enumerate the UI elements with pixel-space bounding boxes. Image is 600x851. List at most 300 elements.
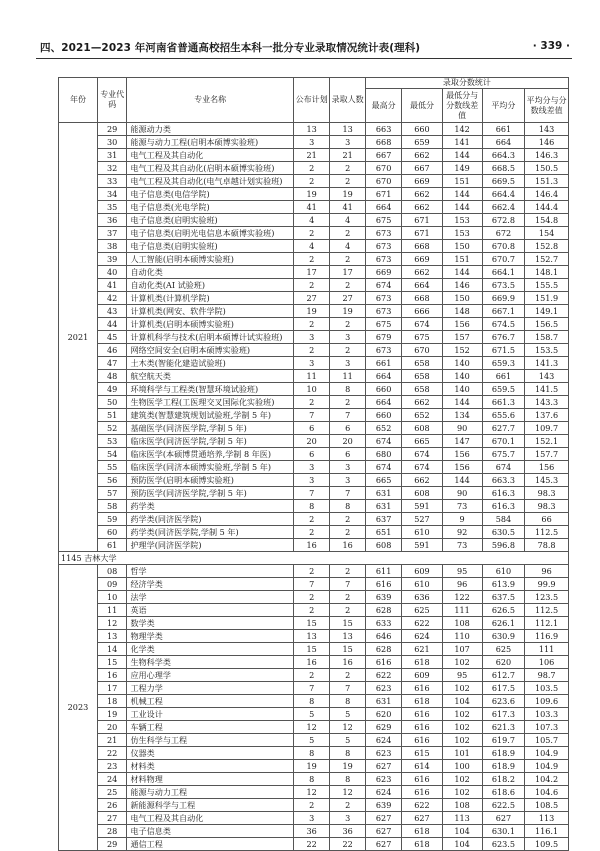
min-diff-cell: 134: [442, 409, 482, 422]
code-cell: 08: [97, 565, 127, 578]
avg-diff-cell: 152.1: [525, 435, 569, 448]
max-cell: 679: [365, 331, 402, 344]
min-cell: 671: [402, 227, 442, 240]
avg-diff-cell: 141.3: [525, 357, 569, 370]
admitted-cell: 2: [330, 318, 365, 331]
admitted-cell: 7: [330, 487, 365, 500]
min-cell: 665: [402, 435, 442, 448]
code-cell: 52: [97, 422, 127, 435]
avg-cell: 630.1: [482, 825, 524, 838]
avg-diff-cell: 157.7: [525, 448, 569, 461]
avg-cell: 596.8: [482, 539, 524, 552]
avg-diff-cell: 106: [525, 656, 569, 669]
admitted-cell: 19: [330, 188, 365, 201]
admitted-cell: 21: [330, 149, 365, 162]
plan-cell: 19: [293, 305, 330, 318]
page-number: · 339 ·: [532, 40, 570, 52]
avg-cell: 584: [482, 513, 524, 526]
avg-diff-cell: 143: [525, 370, 569, 383]
admitted-cell: 8: [330, 695, 365, 708]
plan-cell: 2: [293, 344, 330, 357]
major-name-cell: 能源与动力工程(启明本硕博实验班): [127, 136, 293, 149]
code-cell: 25: [97, 786, 127, 799]
avg-diff-cell: 144.4: [525, 201, 569, 214]
avg-cell: 672.8: [482, 214, 524, 227]
year-cell: 2021: [59, 123, 98, 552]
table-row: [59, 682, 569, 695]
max-cell: 637: [365, 513, 402, 526]
min-cell: 618: [402, 825, 442, 838]
min-cell: 609: [402, 565, 442, 578]
admitted-cell: 8: [330, 747, 365, 760]
min-cell: 618: [402, 695, 442, 708]
code-cell: 46: [97, 344, 127, 357]
max-cell: 639: [365, 591, 402, 604]
avg-diff-cell: 112.5: [525, 604, 569, 617]
max-cell: 623: [365, 773, 402, 786]
min-cell: 667: [402, 162, 442, 175]
major-name-cell: 数学类: [127, 617, 293, 630]
admitted-cell: 2: [330, 227, 365, 240]
min-cell: 658: [402, 383, 442, 396]
avg-diff-cell: 111: [525, 643, 569, 656]
min-cell: 627: [402, 812, 442, 825]
table-row: [59, 656, 569, 669]
avg-cell: 659.5: [482, 383, 524, 396]
max-cell: 623: [365, 747, 402, 760]
avg-diff-cell: 141.5: [525, 383, 569, 396]
admitted-cell: 8: [330, 500, 365, 513]
admitted-cell: 2: [330, 396, 365, 409]
code-cell: 45: [97, 331, 127, 344]
plan-cell: 2: [293, 513, 330, 526]
plan-cell: 12: [293, 721, 330, 734]
admitted-cell: 5: [330, 734, 365, 747]
plan-cell: 5: [293, 708, 330, 721]
max-cell: 646: [365, 630, 402, 643]
avg-cell: 674.5: [482, 318, 524, 331]
avg-cell: 667.1: [482, 305, 524, 318]
avg-diff-cell: 137.6: [525, 409, 569, 422]
avg-cell: 623.6: [482, 695, 524, 708]
avg-cell: 621.3: [482, 721, 524, 734]
plan-cell: 19: [293, 188, 330, 201]
max-cell: 670: [365, 162, 402, 175]
code-cell: 43: [97, 305, 127, 318]
avg-diff-cell: 98.3: [525, 500, 569, 513]
min-cell: 662: [402, 396, 442, 409]
max-cell: 673: [365, 253, 402, 266]
avg-cell: 659.3: [482, 357, 524, 370]
avg-cell: 661: [482, 370, 524, 383]
avg-diff-cell: 113: [525, 812, 569, 825]
major-name-cell: 护理学(同济医学院): [127, 539, 293, 552]
code-cell: 57: [97, 487, 127, 500]
avg-diff-cell: 112.1: [525, 617, 569, 630]
max-cell: 631: [365, 500, 402, 513]
max-cell: 616: [365, 656, 402, 669]
avg-cell: 661.3: [482, 396, 524, 409]
school-heading: 1145 吉林大学: [59, 552, 569, 565]
major-name-cell: 电气工程及其自动化(电气卓越计划实验班): [127, 175, 293, 188]
col-code: 专业代码: [97, 78, 127, 123]
major-name-cell: 临床医学(本硕博贯通培养,学制 8 年医): [127, 448, 293, 461]
max-cell: 620: [365, 708, 402, 721]
table-row: [59, 279, 569, 292]
plan-cell: 3: [293, 331, 330, 344]
code-cell: 24: [97, 773, 127, 786]
plan-cell: 2: [293, 279, 330, 292]
table-row: [59, 201, 569, 214]
code-cell: 53: [97, 435, 127, 448]
avg-cell: 663.3: [482, 474, 524, 487]
min-diff-cell: 107: [442, 643, 482, 656]
min-diff-cell: 102: [442, 786, 482, 799]
min-diff-cell: 111: [442, 604, 482, 617]
avg-cell: 672: [482, 227, 524, 240]
admitted-cell: 22: [330, 838, 365, 851]
avg-cell: 661: [482, 123, 524, 136]
min-cell: 675: [402, 331, 442, 344]
min-diff-cell: 73: [442, 539, 482, 552]
major-name-cell: 网络空间安全(启明本硕博实验班): [127, 344, 293, 357]
col-plan: 公布计划: [293, 78, 330, 123]
min-diff-cell: 95: [442, 669, 482, 682]
max-cell: 674: [365, 279, 402, 292]
major-name-cell: 电子信息类(电信学院): [127, 188, 293, 201]
avg-diff-cell: 146.4: [525, 188, 569, 201]
min-diff-cell: 144: [442, 188, 482, 201]
min-diff-cell: 140: [442, 357, 482, 370]
max-cell: 671: [365, 188, 402, 201]
min-diff-cell: 153: [442, 227, 482, 240]
major-name-cell: 电气工程及其自动化: [127, 149, 293, 162]
admitted-cell: 7: [330, 409, 365, 422]
avg-diff-cell: 153.5: [525, 344, 569, 357]
code-cell: 60: [97, 526, 127, 539]
avg-cell: 617.3: [482, 708, 524, 721]
admitted-cell: 12: [330, 721, 365, 734]
min-diff-cell: 151: [442, 253, 482, 266]
admitted-cell: 3: [330, 474, 365, 487]
min-diff-cell: 147: [442, 435, 482, 448]
col-admitted: 录取人数: [330, 78, 365, 123]
avg-diff-cell: 104.9: [525, 747, 569, 760]
avg-diff-cell: 78.8: [525, 539, 569, 552]
max-cell: 664: [365, 370, 402, 383]
max-cell: 623: [365, 682, 402, 695]
avg-cell: 630.5: [482, 526, 524, 539]
min-diff-cell: 104: [442, 695, 482, 708]
admitted-cell: 2: [330, 604, 365, 617]
code-cell: 59: [97, 513, 127, 526]
major-name-cell: 计算机科学与技术(启明本硕博计试实验班): [127, 331, 293, 344]
avg-cell: 616.3: [482, 500, 524, 513]
admitted-cell: 16: [330, 539, 365, 552]
admitted-cell: 13: [330, 630, 365, 643]
min-cell: 669: [402, 175, 442, 188]
min-diff-cell: 148: [442, 305, 482, 318]
max-cell: 627: [365, 825, 402, 838]
admitted-cell: 3: [330, 461, 365, 474]
avg-diff-cell: 152.8: [525, 240, 569, 253]
min-diff-cell: 122: [442, 591, 482, 604]
avg-cell: 620: [482, 656, 524, 669]
code-cell: 49: [97, 383, 127, 396]
table-row: [59, 760, 569, 773]
table-row: [59, 513, 569, 526]
major-name-cell: 化学类: [127, 643, 293, 656]
plan-cell: 7: [293, 682, 330, 695]
major-name-cell: 仿生科学与工程: [127, 734, 293, 747]
max-cell: 622: [365, 669, 402, 682]
avg-cell: 618.6: [482, 786, 524, 799]
plan-cell: 21: [293, 149, 330, 162]
avg-cell: 627.7: [482, 422, 524, 435]
table-row: [59, 344, 569, 357]
avg-diff-cell: 143: [525, 123, 569, 136]
admitted-cell: 41: [330, 201, 365, 214]
max-cell: 675: [365, 318, 402, 331]
admitted-cell: 27: [330, 292, 365, 305]
major-name-cell: 航空航天类: [127, 370, 293, 383]
code-cell: 26: [97, 799, 127, 812]
table-row: [59, 773, 569, 786]
avg-cell: 674: [482, 461, 524, 474]
admitted-cell: 3: [330, 136, 365, 149]
min-cell: 616: [402, 721, 442, 734]
plan-cell: 2: [293, 565, 330, 578]
avg-diff-cell: 116.9: [525, 630, 569, 643]
avg-diff-cell: 158.7: [525, 331, 569, 344]
min-cell: 625: [402, 604, 442, 617]
plan-cell: 16: [293, 539, 330, 552]
min-cell: 674: [402, 448, 442, 461]
avg-cell: 669.5: [482, 175, 524, 188]
min-cell: 662: [402, 474, 442, 487]
table-row: [59, 578, 569, 591]
min-diff-cell: 90: [442, 422, 482, 435]
table-row: [59, 669, 569, 682]
col-avg-diff: 平均分与分数线差值: [525, 89, 569, 123]
admitted-cell: 12: [330, 786, 365, 799]
avg-cell: 612.7: [482, 669, 524, 682]
avg-diff-cell: 109.5: [525, 838, 569, 851]
max-cell: 660: [365, 409, 402, 422]
plan-cell: 7: [293, 409, 330, 422]
major-name-cell: 机械工程: [127, 695, 293, 708]
plan-cell: 3: [293, 474, 330, 487]
avg-cell: 637.5: [482, 591, 524, 604]
avg-diff-cell: 151.3: [525, 175, 569, 188]
min-diff-cell: 140: [442, 383, 482, 396]
major-name-cell: 仪器类: [127, 747, 293, 760]
min-diff-cell: 153: [442, 214, 482, 227]
max-cell: 627: [365, 838, 402, 851]
table-row: [59, 318, 569, 331]
max-cell: 680: [365, 448, 402, 461]
major-name-cell: 英语: [127, 604, 293, 617]
max-cell: 673: [365, 344, 402, 357]
col-min-diff: 最低分与分数线差值: [442, 89, 482, 123]
table-row: [59, 422, 569, 435]
code-cell: 39: [97, 253, 127, 266]
max-cell: 624: [365, 786, 402, 799]
avg-cell: 623.5: [482, 838, 524, 851]
avg-cell: 664.3: [482, 149, 524, 162]
min-diff-cell: 92: [442, 526, 482, 539]
min-cell: 674: [402, 461, 442, 474]
plan-cell: 6: [293, 448, 330, 461]
section-2023: [59, 565, 569, 851]
max-cell: 627: [365, 812, 402, 825]
plan-cell: 19: [293, 760, 330, 773]
major-name-cell: 生物科学类: [127, 656, 293, 669]
table-row: [59, 383, 569, 396]
table-row: [59, 123, 569, 136]
avg-cell: 627: [482, 812, 524, 825]
plan-cell: 16: [293, 656, 330, 669]
avg-diff-cell: 146.3: [525, 149, 569, 162]
max-cell: 652: [365, 422, 402, 435]
min-cell: 527: [402, 513, 442, 526]
avg-diff-cell: 99.9: [525, 578, 569, 591]
code-cell: 10: [97, 591, 127, 604]
min-diff-cell: 102: [442, 721, 482, 734]
avg-cell: 618.2: [482, 773, 524, 786]
admitted-cell: 2: [330, 253, 365, 266]
admitted-cell: 3: [330, 357, 365, 370]
plan-cell: 8: [293, 500, 330, 513]
max-cell: 663: [365, 123, 402, 136]
table-row: [59, 240, 569, 253]
table-row: [59, 799, 569, 812]
min-cell: 671: [402, 214, 442, 227]
major-name-cell: 能源动力类: [127, 123, 293, 136]
max-cell: 631: [365, 487, 402, 500]
table-row: [59, 409, 569, 422]
min-diff-cell: 144: [442, 396, 482, 409]
avg-cell: 618.9: [482, 760, 524, 773]
major-name-cell: 哲学: [127, 565, 293, 578]
admitted-cell: 19: [330, 305, 365, 318]
max-cell: 639: [365, 799, 402, 812]
plan-cell: 15: [293, 617, 330, 630]
major-name-cell: 材料物理: [127, 773, 293, 786]
max-cell: 668: [365, 136, 402, 149]
min-cell: 669: [402, 253, 442, 266]
major-name-cell: 生物医学工程(工医理交叉国际化实验班): [127, 396, 293, 409]
admitted-cell: 15: [330, 643, 365, 656]
min-diff-cell: 9: [442, 513, 482, 526]
table-row: [59, 188, 569, 201]
min-diff-cell: 102: [442, 682, 482, 695]
max-cell: 669: [365, 266, 402, 279]
min-cell: 662: [402, 188, 442, 201]
max-cell: 611: [365, 565, 402, 578]
code-cell: 31: [97, 149, 127, 162]
min-cell: 616: [402, 708, 442, 721]
plan-cell: 8: [293, 695, 330, 708]
table-row: [59, 175, 569, 188]
min-cell: 618: [402, 838, 442, 851]
admitted-cell: 19: [330, 760, 365, 773]
avg-diff-cell: 103.3: [525, 708, 569, 721]
max-cell: 665: [365, 474, 402, 487]
max-cell: 664: [365, 201, 402, 214]
major-name-cell: 土木类(智能化建造试验班): [127, 357, 293, 370]
admitted-cell: 2: [330, 799, 365, 812]
avg-cell: 675.7: [482, 448, 524, 461]
admitted-cell: 4: [330, 214, 365, 227]
avg-cell: 671.5: [482, 344, 524, 357]
col-year: 年份: [59, 78, 98, 123]
min-diff-cell: 157: [442, 331, 482, 344]
avg-diff-cell: 96: [525, 565, 569, 578]
min-cell: 610: [402, 526, 442, 539]
min-diff-cell: 140: [442, 370, 482, 383]
avg-cell: 613.9: [482, 578, 524, 591]
admitted-cell: 6: [330, 448, 365, 461]
admitted-cell: 4: [330, 240, 365, 253]
avg-diff-cell: 156.5: [525, 318, 569, 331]
admitted-cell: 8: [330, 773, 365, 786]
major-name-cell: 临床医学(同济本硕博实验班,学制 5 年): [127, 461, 293, 474]
avg-diff-cell: 154: [525, 227, 569, 240]
col-avg: 平均分: [482, 89, 524, 123]
major-name-cell: 电子信息类(启明实验班): [127, 214, 293, 227]
max-cell: 675: [365, 214, 402, 227]
code-cell: 35: [97, 201, 127, 214]
min-cell: 668: [402, 240, 442, 253]
avg-cell: 673.5: [482, 279, 524, 292]
max-cell: 661: [365, 357, 402, 370]
table-row: [59, 721, 569, 734]
avg-diff-cell: 105.7: [525, 734, 569, 747]
major-name-cell: 计算机类(计算机学院): [127, 292, 293, 305]
avg-cell: 630.9: [482, 630, 524, 643]
code-cell: 42: [97, 292, 127, 305]
code-cell: 22: [97, 747, 127, 760]
table-row: [59, 591, 569, 604]
min-cell: 662: [402, 266, 442, 279]
admitted-cell: 15: [330, 617, 365, 630]
table-row: [59, 357, 569, 370]
table-row: [59, 539, 569, 552]
code-cell: 19: [97, 708, 127, 721]
table-row: [59, 838, 569, 851]
avg-cell: 668.5: [482, 162, 524, 175]
table-row: [59, 266, 569, 279]
min-diff-cell: 102: [442, 734, 482, 747]
min-diff-cell: 156: [442, 318, 482, 331]
avg-diff-cell: 149.1: [525, 305, 569, 318]
avg-cell: 617.5: [482, 682, 524, 695]
min-diff-cell: 152: [442, 344, 482, 357]
code-cell: 33: [97, 175, 127, 188]
avg-diff-cell: 104.9: [525, 760, 569, 773]
avg-cell: 664.4: [482, 188, 524, 201]
code-cell: 58: [97, 500, 127, 513]
avg-diff-cell: 116.1: [525, 825, 569, 838]
major-name-cell: 计算机类(启明本硕博实验班): [127, 318, 293, 331]
plan-cell: 4: [293, 214, 330, 227]
plan-cell: 22: [293, 838, 330, 851]
min-cell: 662: [402, 149, 442, 162]
major-name-cell: 通信工程: [127, 838, 293, 851]
code-cell: 55: [97, 461, 127, 474]
min-diff-cell: 151: [442, 175, 482, 188]
